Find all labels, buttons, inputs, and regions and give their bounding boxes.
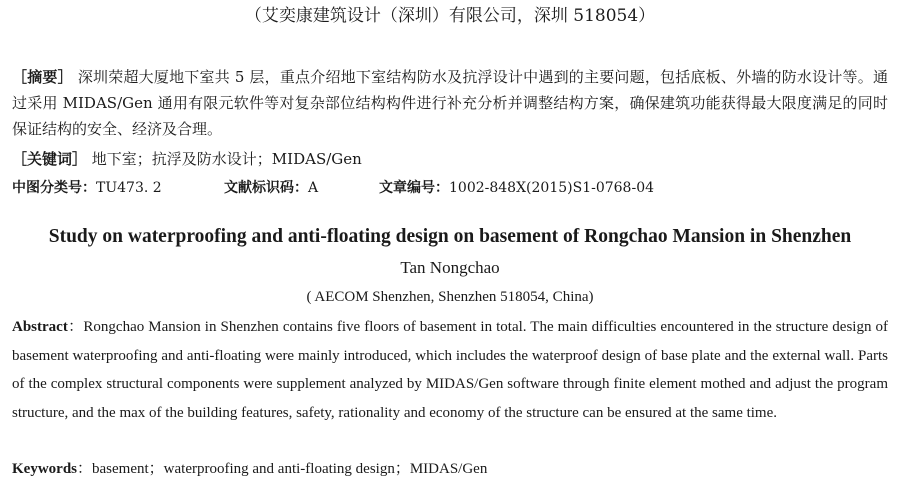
- abstract-en-label: Abstract: [12, 319, 68, 335]
- classification-row: [12, 175, 888, 201]
- keywords-en-text: basement；waterproofing and anti-floating design；MIDAS/Gen: [92, 461, 488, 477]
- keywords-en: [12, 456, 487, 482]
- keywords-cn: [12, 146, 362, 172]
- keywords-en-separator: ：: [77, 461, 93, 477]
- clc-field: [12, 175, 224, 201]
- keywords-cn-label: ［关键词］: [12, 150, 88, 168]
- keywords-cn-text: 地下室；抗浮及防水设计；MIDAS/Gen: [91, 150, 362, 168]
- abstract-en-separator: ：: [67, 319, 84, 335]
- abstract-cn-label: ［摘要］: [12, 68, 73, 86]
- abstract-en-text: Rongchao Mansion in Shenzhen contains five floors of basement in total. The main difficulties encountered in the structure design of basement waterproofing and anti-floating were mainly introduced, which includes the waterproof design of base plate and the external wall. Parts of the complex structural components were supplement analyzed by MIDAS/Gen software through finite element mothed and adjust the program structure, and the max of the building features, safety, rationality and economy of the structure can be ensured at the same time.: [12, 319, 888, 421]
- author-en: Tan Nongchao: [400, 258, 500, 277]
- doc-code-label: 文献标识码：: [224, 180, 308, 196]
- affiliation-cn: （艾奕康建筑设计（深圳）有限公司，深圳 518054）: [244, 6, 656, 26]
- article-number-field: [379, 175, 654, 201]
- abstract-cn: [12, 64, 888, 142]
- abstract-en: [12, 313, 888, 427]
- doc-code-value: A: [308, 180, 319, 196]
- abstract-cn-text: 深圳荣超大厦地下室共 5 层，重点介绍地下室结构防水及抗浮设计中遇到的主要问题，包括底板、外墙的防水设计等。通过采用 MIDAS/Gen 通用有限元软件等对复杂部位结构构件进行补充分析并调整结构方案，确保建筑功能获得最大限度满足的同时保证结构的安全、经济及合理。: [12, 68, 888, 138]
- clc-label: 中图分类号：: [12, 180, 96, 196]
- affiliation-en: ( AECOM Shenzhen, Shenzhen 518054, China): [306, 289, 594, 305]
- clc-value: TU473. 2: [96, 180, 162, 196]
- doc-code-field: [224, 175, 379, 201]
- article-number-value: 1002-848X(2015)S1-0768-04: [449, 180, 655, 196]
- title-en: Study on waterproofing and anti-floating design on basement of Rongchao Mansion in Shenzhen: [48, 226, 852, 247]
- article-number-label: 文章编号：: [379, 180, 449, 196]
- keywords-en-label: Keywords: [12, 461, 77, 477]
